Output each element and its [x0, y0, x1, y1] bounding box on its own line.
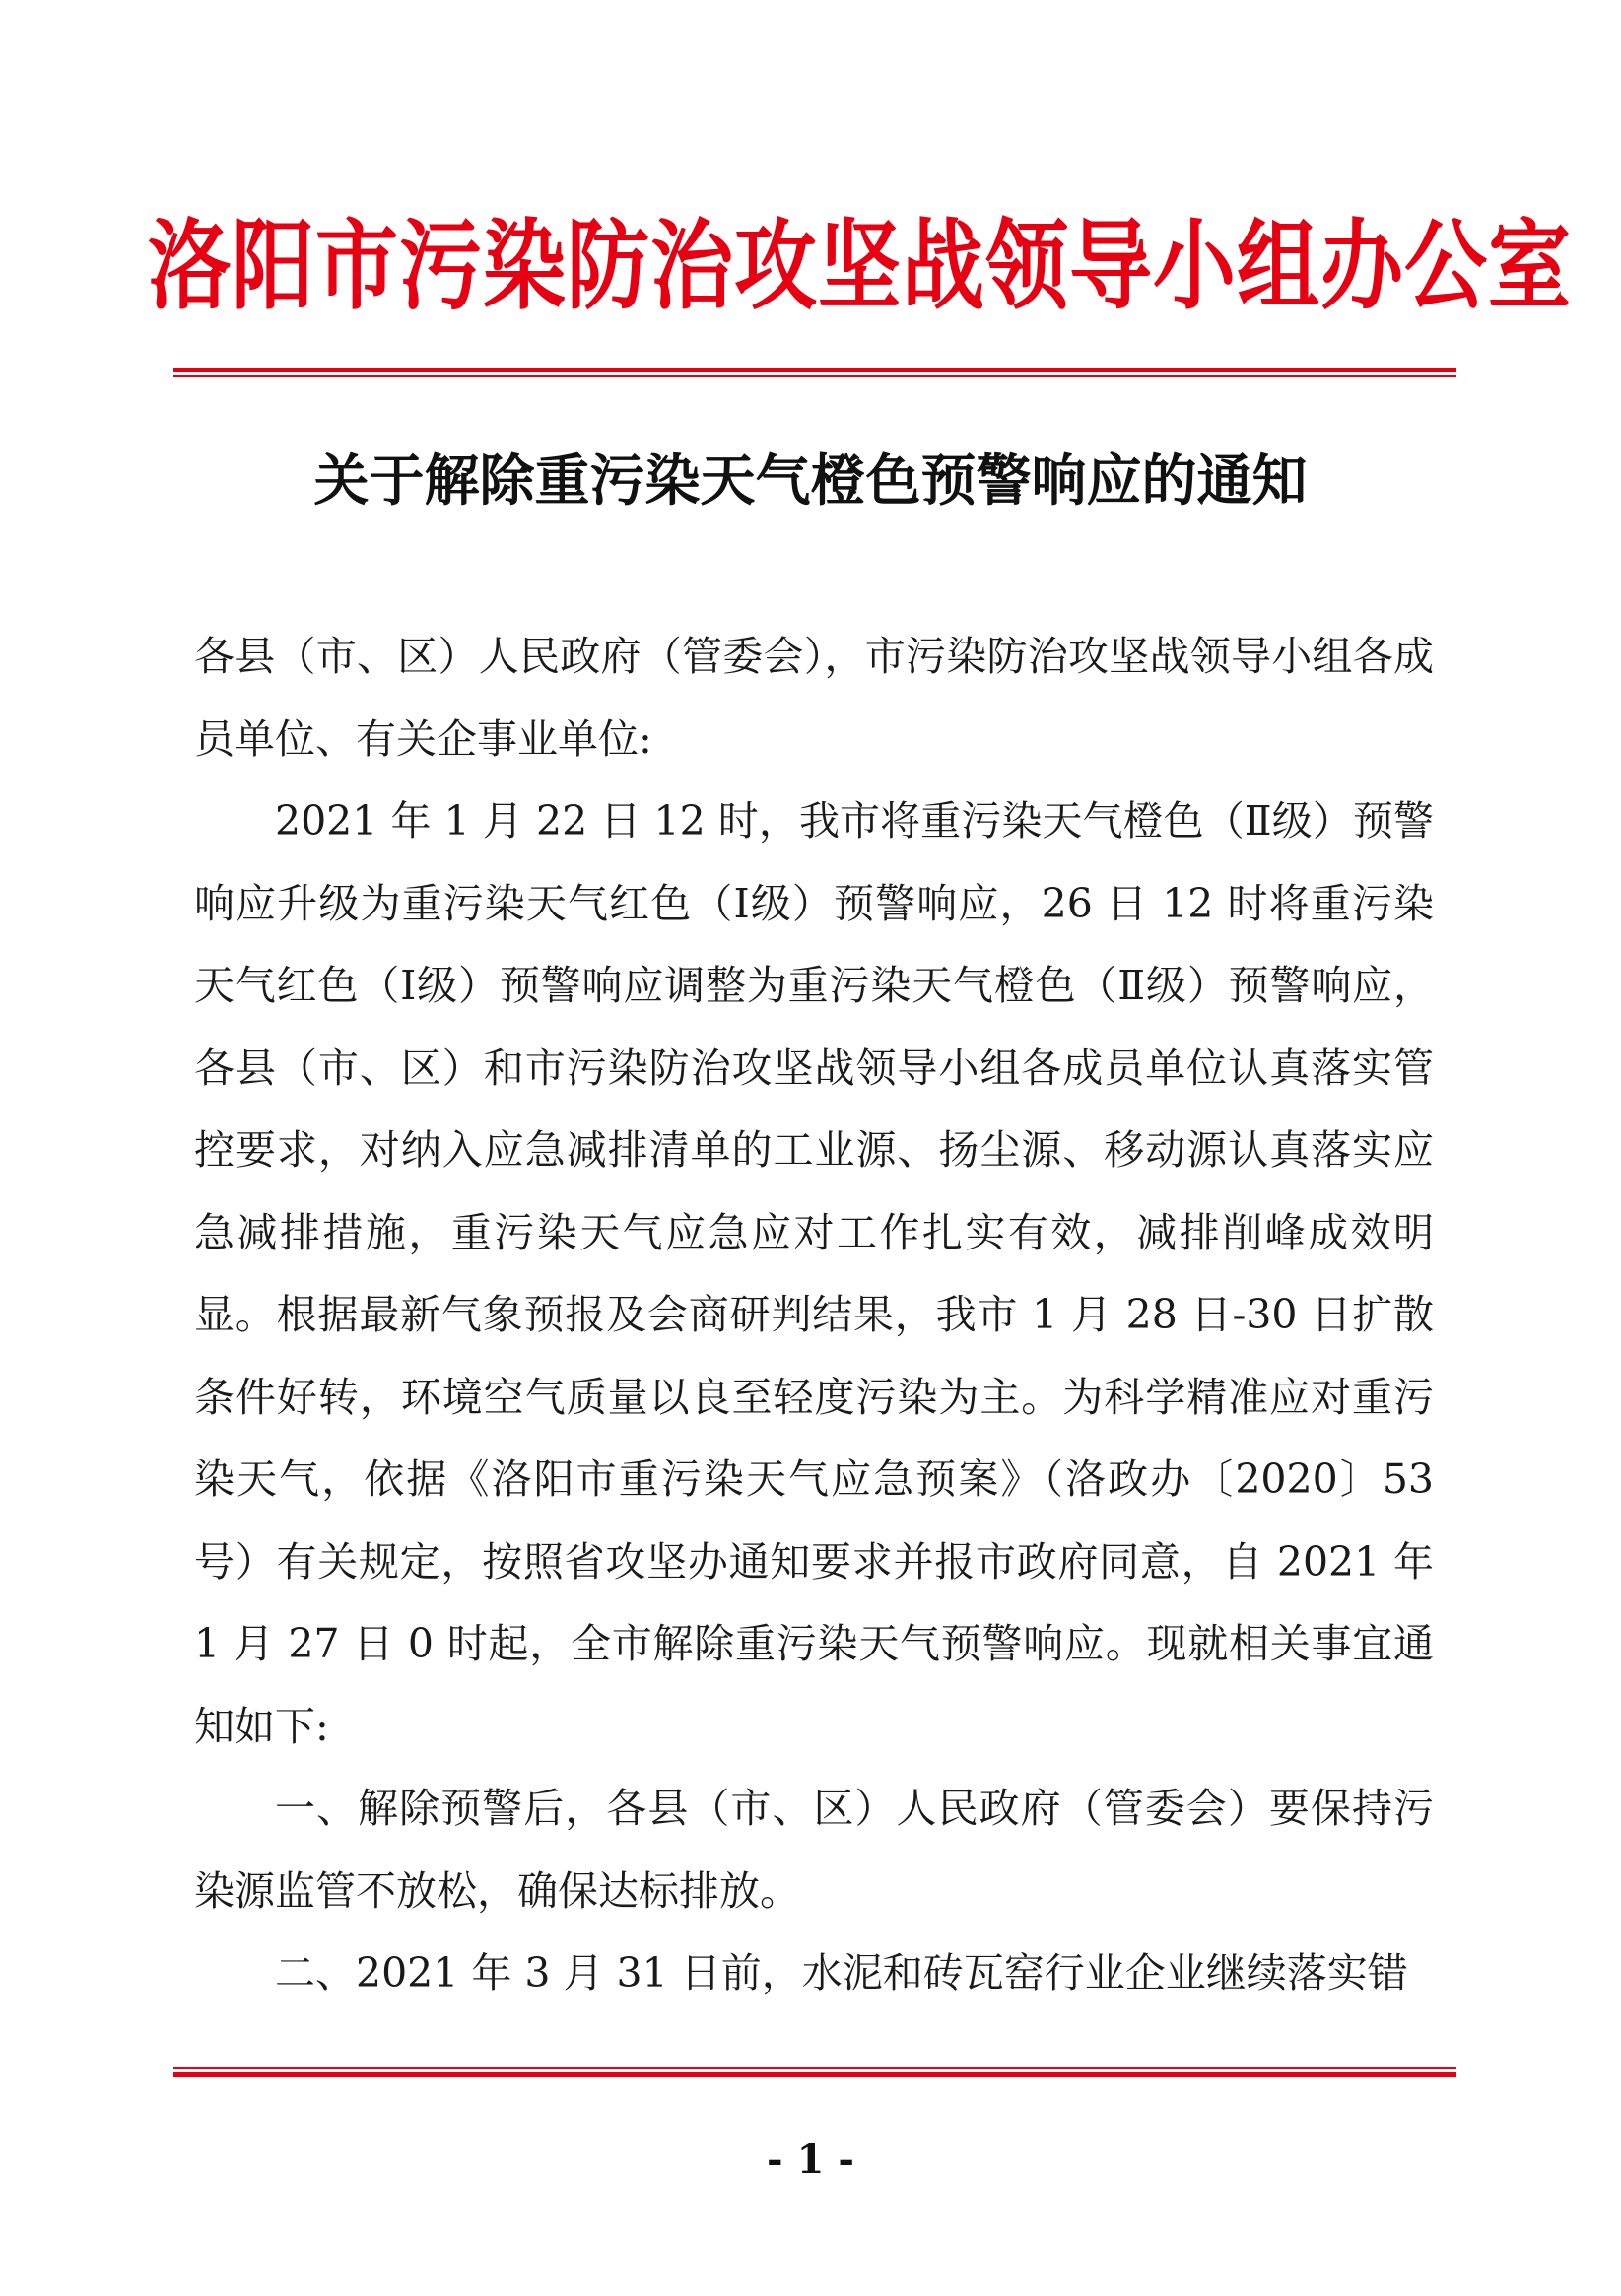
body-paragraph-1: 2021 年 1 月 22 日 12 时，我市将重污染天气橙色（Ⅱ级）预警响应升级为重污染天气红色（I级）预警响应，26 日 12 时将重污染天气红色（I级）预警响应调整为重污染天气橙色（Ⅱ级）预警响应，各县（市、区）和市污染防治攻坚战领导小组各成员单位认真落实管控要求，对纳入应急减排清单的工业源、扬尘源、移动源认真落实应急减排措施，重污染天气应急应对工作扎实有效，减排削峰成效明显。根据最新气象预报及会商研判结果，我市 1 月 28 日-30 日扩散条件好转，环境空气质量以良至轻度污染为主。为科学精准应对重污染天气，依据《洛阳市重污染天气应急预案》（洛政办〔2020〕53 号）有关规定，按照省攻坚办通知要求并报市政府同意，自 2021 年 1 月 27 日 0 时起，全市解除重污染天气预警响应。现就相关事宜通知如下:	[194, 797, 1434, 1750]
document-body	[194, 616, 1434, 2015]
page-number: - 1 -	[767, 2136, 854, 2183]
footer-rule-thick-line	[173, 2072, 1456, 2077]
issuing-organization-header: 洛阳市污染防治攻坚战领导小组办公室	[148, 209, 1573, 323]
addressee-line: 各县（市、区）人民政府（管委会），市污染防治攻坚战领导小组各成员单位、有关企事业单位:	[194, 633, 1434, 763]
body-paragraph-3: 二、2021 年 3 月 31 日前，水泥和砖瓦窑行业企业继续落实错	[275, 1949, 1408, 1996]
document-title: 关于解除重污染天气橙色预警响应的通知	[313, 448, 1308, 513]
header-rule-thick-line	[173, 368, 1456, 372]
body-paragraph-2: 一、解除预警后，各县（市、区）人民政府（管委会）要保持污染源监管不放松，确保达标排放。	[194, 1785, 1434, 1915]
footer-rule-thin-line	[173, 2067, 1456, 2069]
footer-red-rule	[173, 2067, 1456, 2077]
header-rule-thin-line	[173, 375, 1456, 377]
header-red-rule	[173, 368, 1456, 377]
